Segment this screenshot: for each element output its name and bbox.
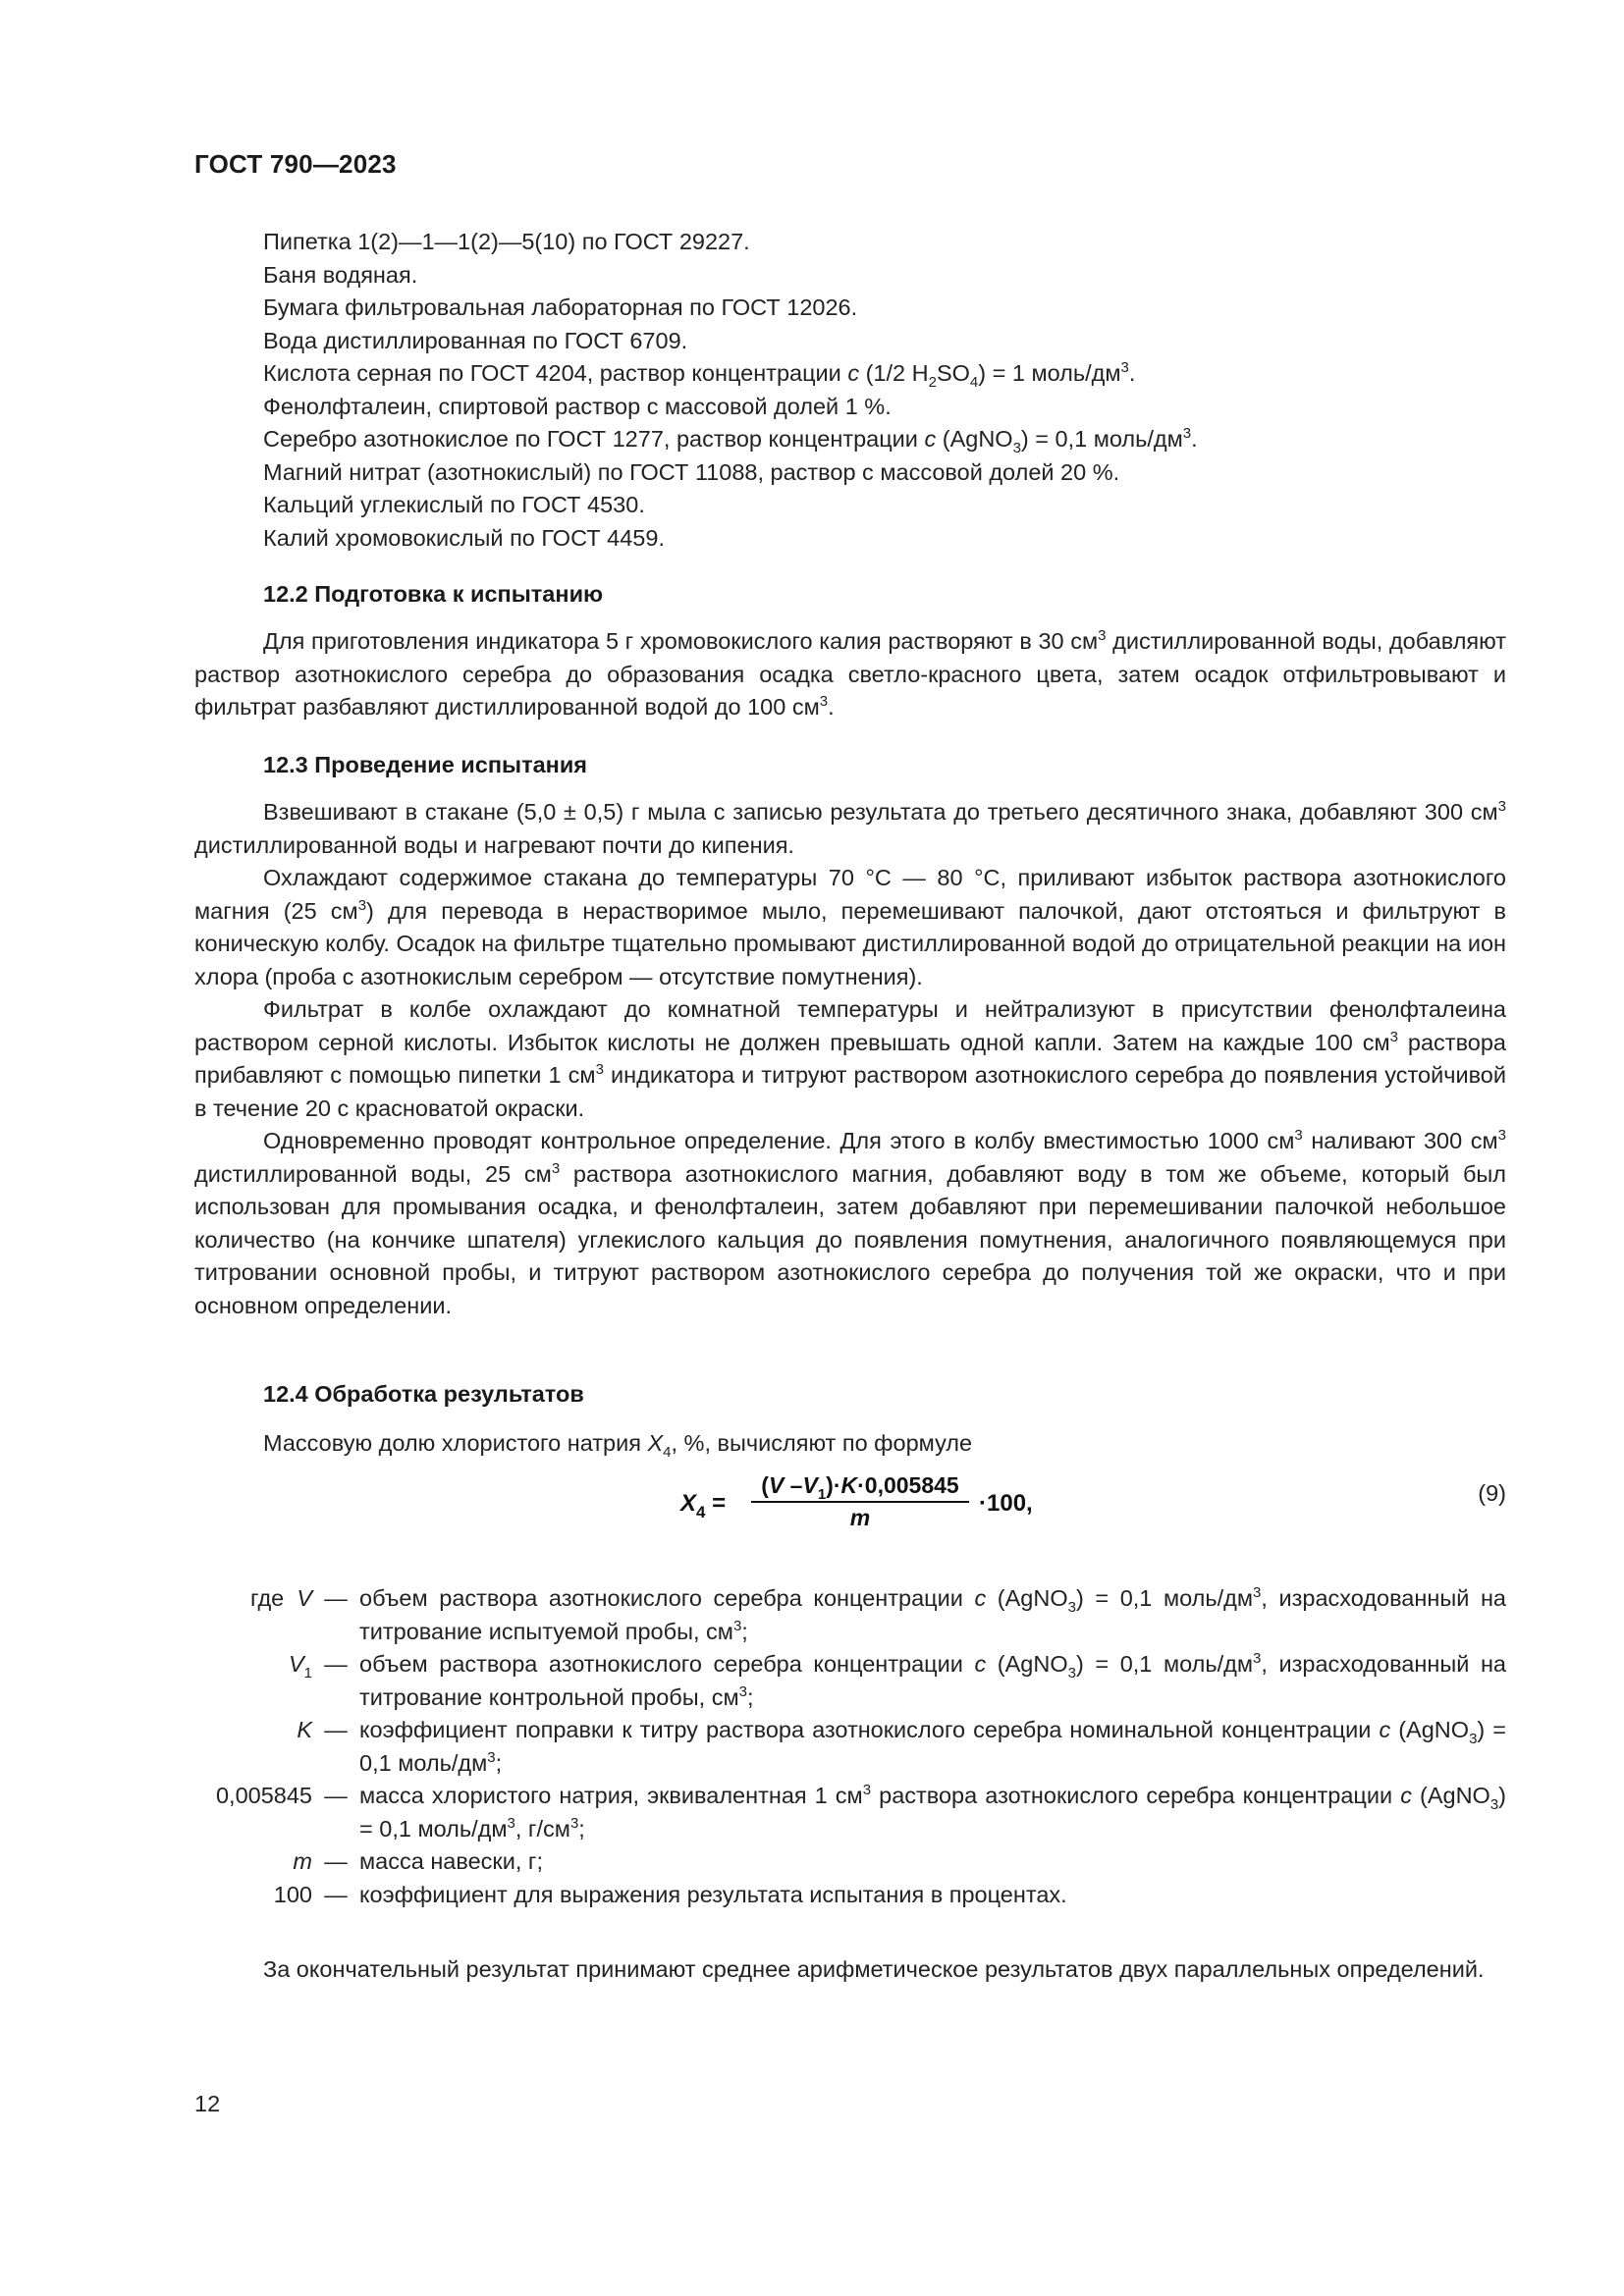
materials-item: Кальций углекислый по ГОСТ 4530. [263,492,645,517]
definition-row: где V — объем раствора азотнокислого серебра концентрации c (AgNO$_3$) = 0,1 моль/$дм^3$, израсходованный на титрование испытуемой пробы, $см^3$; [194,1582,1506,1648]
definition-text: коэффициент поправки к титру раствора азотнокислого серебра номинальной концентрации c (AgNO$_3$) = 0,1 моль/$дм^3$; [359,1717,1506,1776]
paragraph: Для приготовления индикатора 5 г хромовокислого калия растворяют в 30 $см^3$ дистиллированной воды, добавляют раствор азотнокислого серебра до образования осадка светло-красного цвета, затем осадок отфильтровывают и фильтрат разбавляют дистиллированной водой до 100 $см^3$. [194,627,1506,720]
section-heading-12-3: 12.3 Проведение испытания [263,752,588,777]
definition-symbol: K [297,1717,312,1742]
definition-row: 0,005845 — масса хлористого натрия, эквивалентная 1 $см^3$ раствора азотнокислого серебра концентрации c (AgNO$_3$) = 0,1 моль/$дм^3$, $г/см^3$; [194,1780,1506,1845]
definition-row: 100 — коэффициент для выражения результата испытания в процентах. [194,1879,1506,1912]
final-paragraph: За окончательный результат принимают среднее арифметическое результатов двух параллельных определений. [263,1956,1485,1982]
formula-fraction [751,1472,969,1531]
definition-symbol: 100 [273,1881,312,1907]
definition-symbol: где V [249,1585,312,1611]
equation-number: (9) [1478,1480,1506,1506]
materials-item: Баня водяная. [263,261,418,288]
materials-item-silver-nitrate: Серебро азотнокислое по ГОСТ 1277, раствор концентрации c (AgNO$_3$) = 0,1 моль/$дм^3$. [263,425,1198,456]
definition-text: коэффициент для выражения результата испытания в процентах. [359,1881,1067,1907]
materials-item: Фенолфталеин, спиртовой раствор с массовой долей 1 %. [263,393,892,419]
materials-item: Пипетка 1(2)—1—1(2)—5(10) по ГОСТ 29227. [263,229,750,254]
definition-text: объем раствора азотнокислого серебра концентрации c (AgNO$_3$) = 0,1 моль/$дм^3$, израсходованный на титрование испытуемой пробы, $см^3$; [359,1584,1506,1644]
formula-denominator: m [849,1505,871,1530]
variable-definitions [194,1582,1506,1911]
section-heading-12-4: 12.4 Обработка результатов [263,1381,584,1407]
section-12-2-body [194,625,1506,724]
formula-numerator: (V $-V_1)\cdot K\cdot 0,005845$ [761,1472,959,1503]
materials-item: Бумага фильтровальная лабораторная по ГОСТ 12026. [263,294,858,320]
page-number: 12 [194,2091,221,2116]
paragraph: Охлаждают содержимое стакана до температуры 70 °С — 80 °С, приливают избыток раствора азотнокислого магния (25 $см^3$) для перевода в нерастворимое мыло, перемешивают палочкой, дают отстояться и фильтруют в коническую колбу. Осадок на фильтре тщательно промывают дистиллированной водой до отрицательной реакции на ион хлора (проба с азотнокислым серебром — отсутствие помутнения). [194,865,1506,989]
definition-text: масса хлористого натрия, эквивалентная 1 $см^3$ раствора азотнокислого серебра концентрации c (AgNO$_3$) = 0,1 моль/$дм^3$, $г/см^3$; [359,1782,1506,1842]
paragraph: Фильтрат в колбе охлаждают до комнатной температуры и нейтрализуют в присутствии фенолфталеина раствором серной кислоты. Избыток кислоты не должен превышать одной капли. Затем на каждые 100 $см^3$ раствора прибавляют с помощью пипетки 1 $см^3$ индикатора и титруют раствором азотнокислого серебра до появления устойчивой в течение 20 с красноватой окраски. [194,996,1506,1121]
section-12-3-body [194,796,1506,1322]
materials-item: Калий хромовокислый по ГОСТ 4459. [263,524,665,551]
definition-row: $V_1$ — объем раствора азотнокислого серебра концентрации c (AgNO$_3$) = 0,1 моль/$дм^3$, израсходованный на титрование контрольной пробы, $см^3$; [194,1648,1506,1714]
definition-text: масса навески, г; [359,1848,543,1874]
formula-multiplier: ·100, [979,1490,1033,1517]
section-heading-12-2: 12.2 Подготовка к испытанию [263,581,604,607]
formula-intro: Массовую долю хлористого натрия $X_4$, %, вычисляют по формуле [263,1430,973,1461]
definition-row: m — масса навески, г; [194,1845,1506,1879]
formula-lhs: $X_4$ = [680,1490,727,1522]
document-code-header: ГОСТ 790—2023 [194,149,397,179]
fraction-bar [751,1501,969,1503]
materials-list [263,226,1198,555]
paragraph: Одновременно проводят контрольное определение. Для этого в колбу вместимостью 1000 $см^3$ наливают 300 $см^3$ дистиллированной воды, 25 $см^3$ раствора азотнокислого магния, добавляют воду в том же объеме, который был использован для промывания осадка, и фенолфталеин, затем добавляют при перемешивании палочкой небольшое количество (на кончике шпателя) углекислого кальция до появления помутнения, аналогичного появляющемуся при титровании основной пробы, и титруют раствором азотнокислого серебра до получения той же окраски, что и при основном определении. [194,1127,1507,1318]
materials-item-sulfuric-acid: Кислота серная по ГОСТ 4204, раствор концентрации c (1/2 $H_2SO_4) = 1$ моль/$дм^3$. [263,359,1136,391]
definition-symbol: 0,005845 [215,1783,312,1808]
definition-text: объем раствора азотнокислого серебра концентрации c (AgNO$_3$) = 0,1 моль/$дм^3$, израсходованный на титрование контрольной пробы, $см^3$; [359,1650,1506,1710]
materials-item: Магний нитрат (азотнокислый) по ГОСТ 11088, раствор с массовой долей 20 %. [263,458,1120,485]
definition-symbol: m [293,1848,312,1874]
definition-row: K — коэффициент поправки к титру раствора азотнокислого серебра номинальной концентрации c (AgNO$_3$) = 0,1 моль/$дм^3$; [194,1714,1506,1780]
materials-item: Вода дистиллированная по ГОСТ 6709. [263,327,688,353]
definition-symbol: $V_1$ [288,1651,312,1682]
paragraph: Взвешивают в стакане (5,0 ± 0,5) г мыла с записью результата до третьего десятичного знака, добавляют 300 $см^3$ дистиллированной воды и нагревают почти до кипения. [194,798,1506,858]
